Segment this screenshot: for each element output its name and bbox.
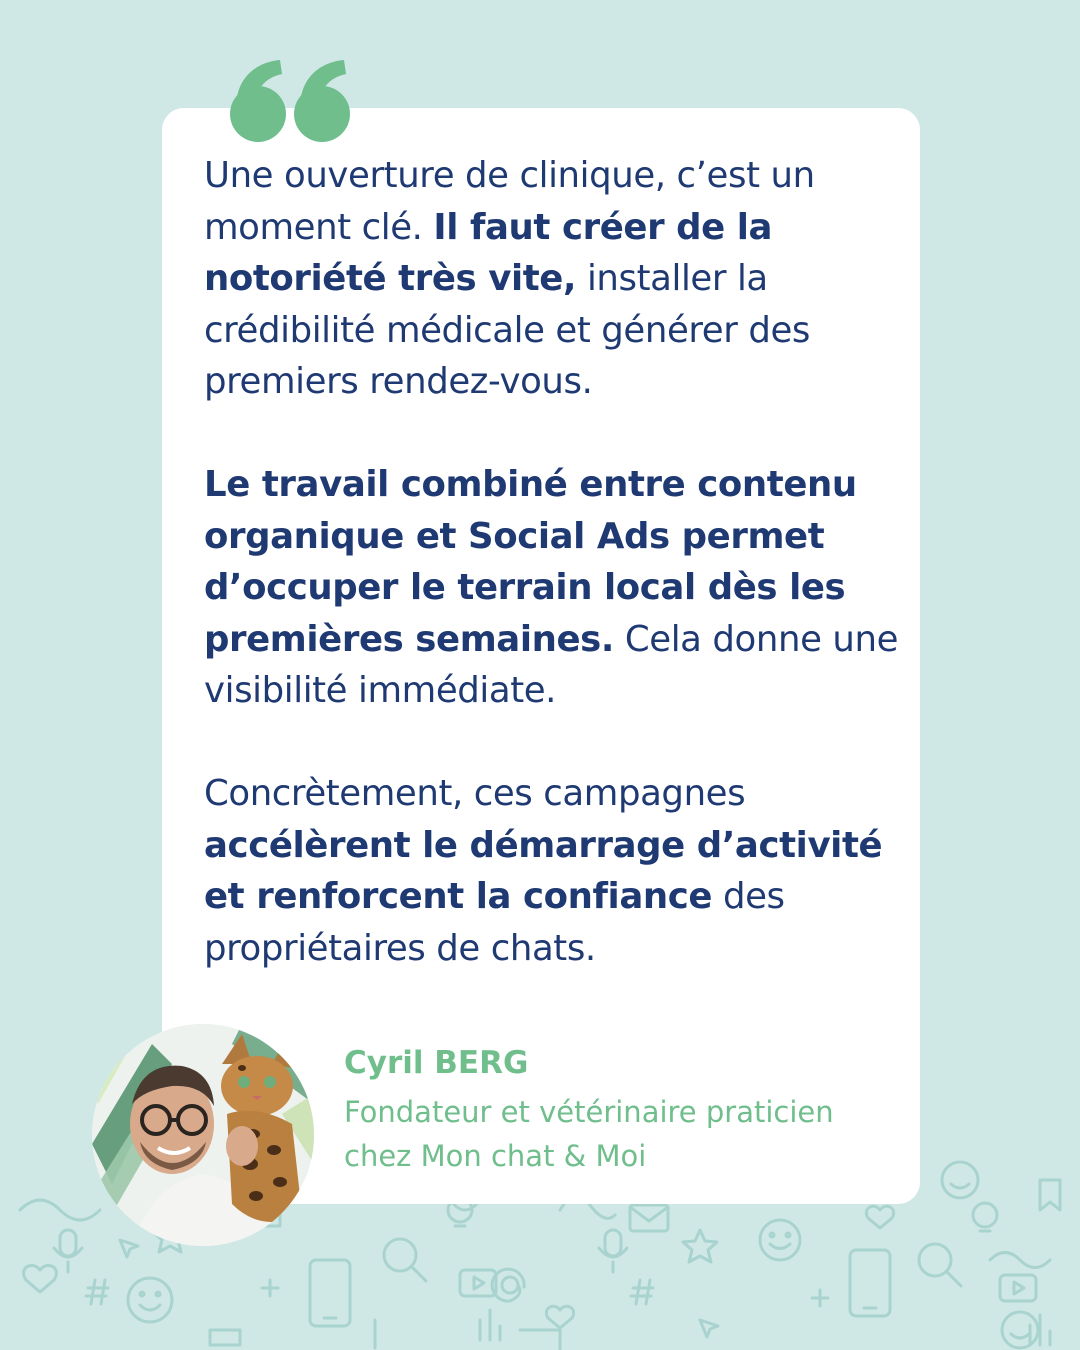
author-info xyxy=(344,1040,904,1178)
author-name: Cyril BERG xyxy=(344,1045,529,1081)
quote-paragraph-1: Une ouverture de clinique, c’est un moment clé. Il faut créer de la notoriété très vite, installer la crédibilité médicale et générer des premiers rendez-vous. xyxy=(204,155,815,402)
author-role-line-2: chez Mon chat & Moi xyxy=(344,1139,647,1173)
author-role-line-1: Fondateur et vétérinaire praticien xyxy=(344,1095,834,1129)
quote-paragraph-3: Concrètement, ces campagnes accélèrent le démarrage d’activité et renforcent la confiance des propriétaires de chats. xyxy=(204,773,883,969)
quote-icon xyxy=(226,56,356,146)
quote-text xyxy=(204,150,904,974)
author-role xyxy=(344,1090,904,1178)
quote-paragraph-2: Le travail combiné entre contenu organique et Social Ads permet d’occuper le terrain local dès les premières semaines. Cela donne une visibilité immédiate. xyxy=(204,464,899,711)
avatar xyxy=(92,1024,314,1246)
